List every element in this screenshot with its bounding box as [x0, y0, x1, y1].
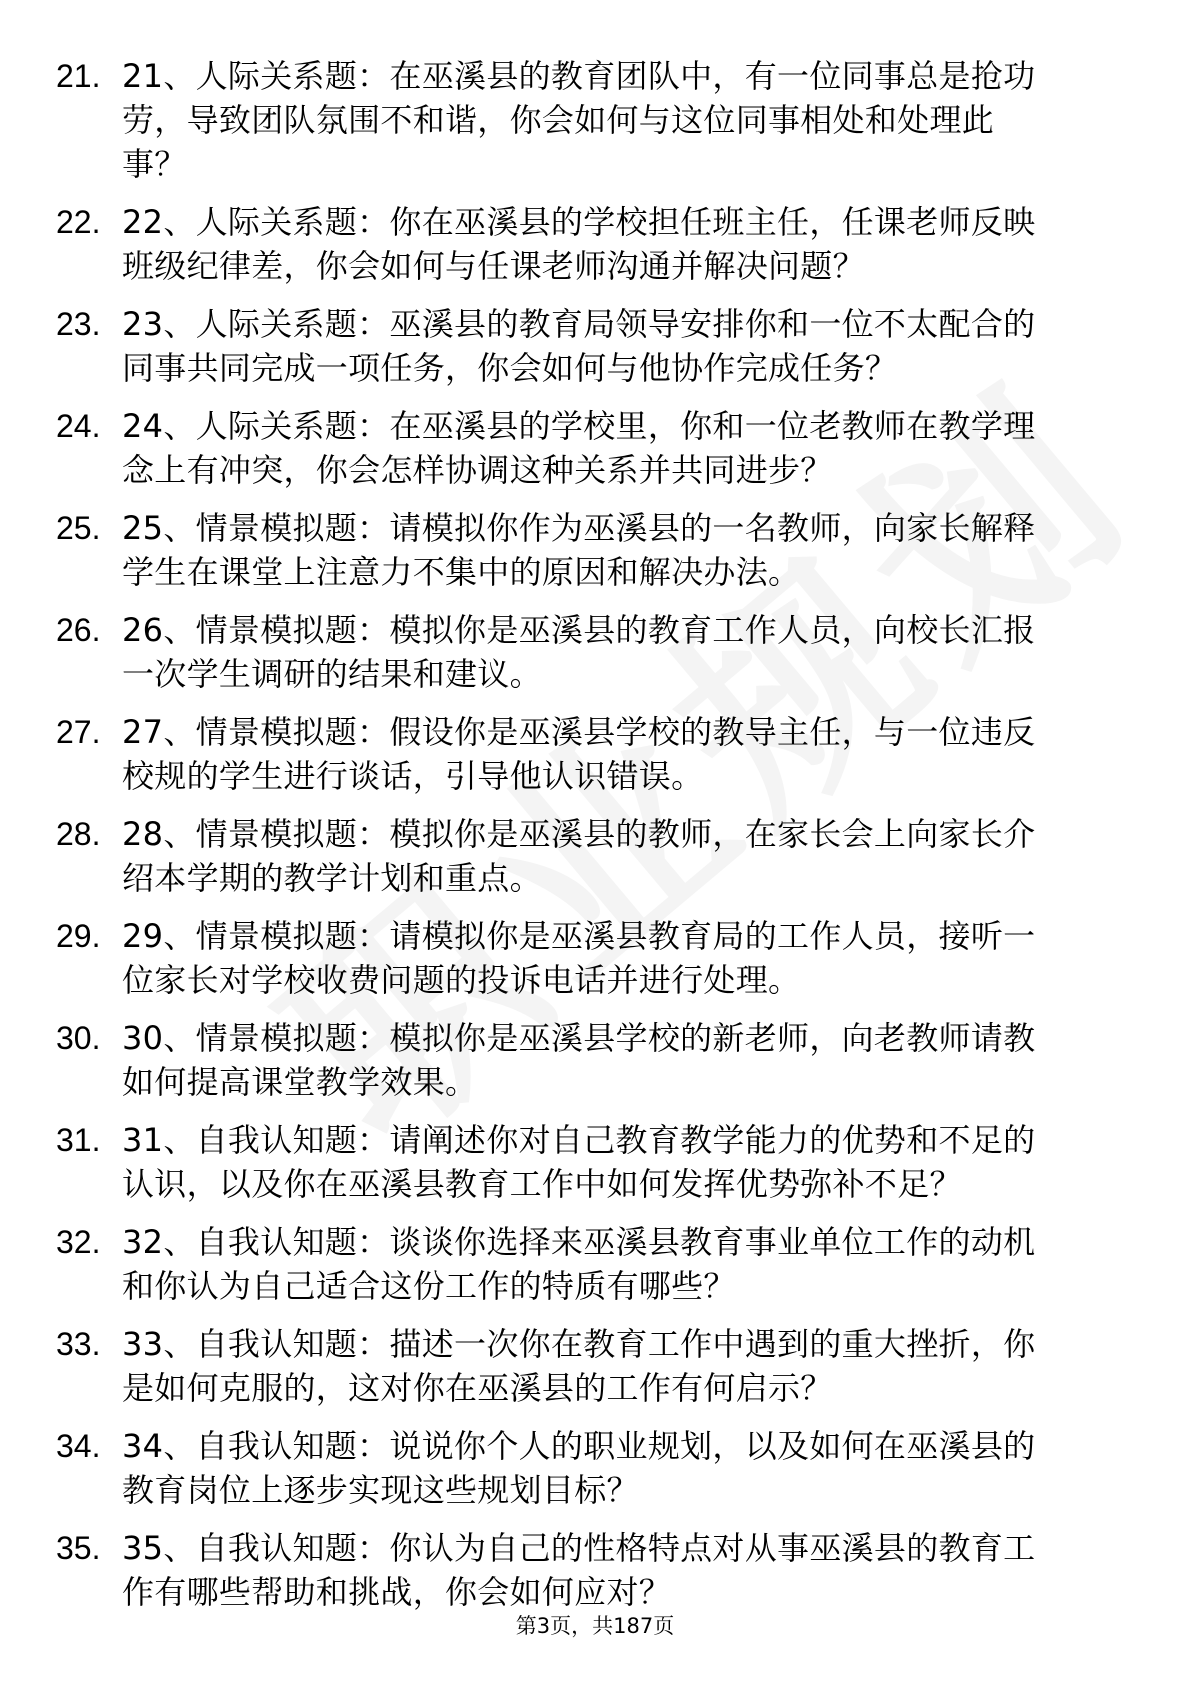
list-item [0, 812, 1190, 900]
list-number: 30. [56, 1020, 101, 1056]
list-number: 34. [56, 1428, 101, 1464]
list-item [0, 1118, 1190, 1206]
question-text: 23、人际关系题：巫溪县的教育局领导安排你和一位不太配合的同事共同完成一项任务，你会如何与他协作完成任务？ [122, 305, 1036, 387]
question-text: 25、情景模拟题：请模拟你作为巫溪县的一名教师，向家长解释学生在课堂上注意力不集中的原因和解决办法。 [122, 509, 1036, 591]
list-item [0, 608, 1190, 696]
list-item [0, 1322, 1190, 1410]
list-item [0, 1526, 1190, 1614]
question-text: 26、情景模拟题：模拟你是巫溪县的教育工作人员，向校长汇报一次学生调研的结果和建议。 [122, 611, 1036, 693]
question-text: 24、人际关系题：在巫溪县的学校里，你和一位老教师在教学理念上有冲突，你会怎样协调这种关系并共同进步？ [122, 407, 1036, 489]
list-number: 23. [56, 306, 101, 342]
page-number-footer: 第3页，共187页 [515, 1614, 675, 1638]
question-text: 30、情景模拟题：模拟你是巫溪县学校的新老师，向老教师请教如何提高课堂教学效果。 [122, 1019, 1036, 1101]
question-text: 31、自我认知题：请阐述你对自己教育教学能力的优势和不足的认识，以及你在巫溪县教育工作中如何发挥优势弥补不足？ [122, 1121, 1036, 1203]
list-item [0, 506, 1190, 594]
list-item [0, 302, 1190, 390]
list-number: 31. [56, 1122, 101, 1158]
list-number: 32. [56, 1224, 101, 1260]
list-number: 21. [56, 58, 101, 94]
list-number: 28. [56, 816, 101, 852]
list-number: 29. [56, 918, 101, 954]
list-number: 22. [56, 204, 101, 240]
list-item [0, 200, 1190, 288]
list-item [0, 710, 1190, 798]
question-list [0, 54, 1190, 1628]
list-item [0, 1220, 1190, 1308]
question-text: 22、人际关系题：你在巫溪县的学校担任班主任，任课老师反映班级纪律差，你会如何与任课老师沟通并解决问题？ [122, 203, 1036, 285]
question-text: 34、自我认知题：说说你个人的职业规划，以及如何在巫溪县的教育岗位上逐步实现这些规划目标？ [122, 1427, 1036, 1509]
list-number: 33. [56, 1326, 101, 1362]
list-number: 26. [56, 612, 101, 648]
list-item [0, 1016, 1190, 1104]
list-item [0, 914, 1190, 1002]
list-item [0, 54, 1190, 186]
list-item [0, 1424, 1190, 1512]
list-number: 25. [56, 510, 101, 546]
list-item [0, 404, 1190, 492]
question-text: 32、自我认知题：谈谈你选择来巫溪县教育事业单位工作的动机和你认为自己适合这份工作的特质有哪些？ [122, 1223, 1036, 1305]
list-number: 35. [56, 1530, 101, 1566]
list-number: 24. [56, 408, 101, 444]
question-text: 21、人际关系题：在巫溪县的教育团队中，有一位同事总是抢功劳，导致团队氛围不和谐，你会如何与这位同事相处和处理此事？ [122, 57, 1036, 183]
question-text: 33、自我认知题：描述一次你在教育工作中遇到的重大挫折，你是如何克服的，这对你在巫溪县的工作有何启示？ [122, 1325, 1036, 1407]
list-number: 27. [56, 714, 101, 750]
question-text: 35、自我认知题：你认为自己的性格特点对从事巫溪县的教育工作有哪些帮助和挑战，你会如何应对？ [122, 1529, 1036, 1611]
question-text: 29、情景模拟题：请模拟你是巫溪县教育局的工作人员，接听一位家长对学校收费问题的投诉电话并进行处理。 [122, 917, 1036, 999]
question-text: 27、情景模拟题：假设你是巫溪县学校的教导主任，与一位违反校规的学生进行谈话，引导他认识错误。 [122, 713, 1036, 795]
question-text: 28、情景模拟题：模拟你是巫溪县的教师，在家长会上向家长介绍本学期的教学计划和重点。 [122, 815, 1036, 897]
